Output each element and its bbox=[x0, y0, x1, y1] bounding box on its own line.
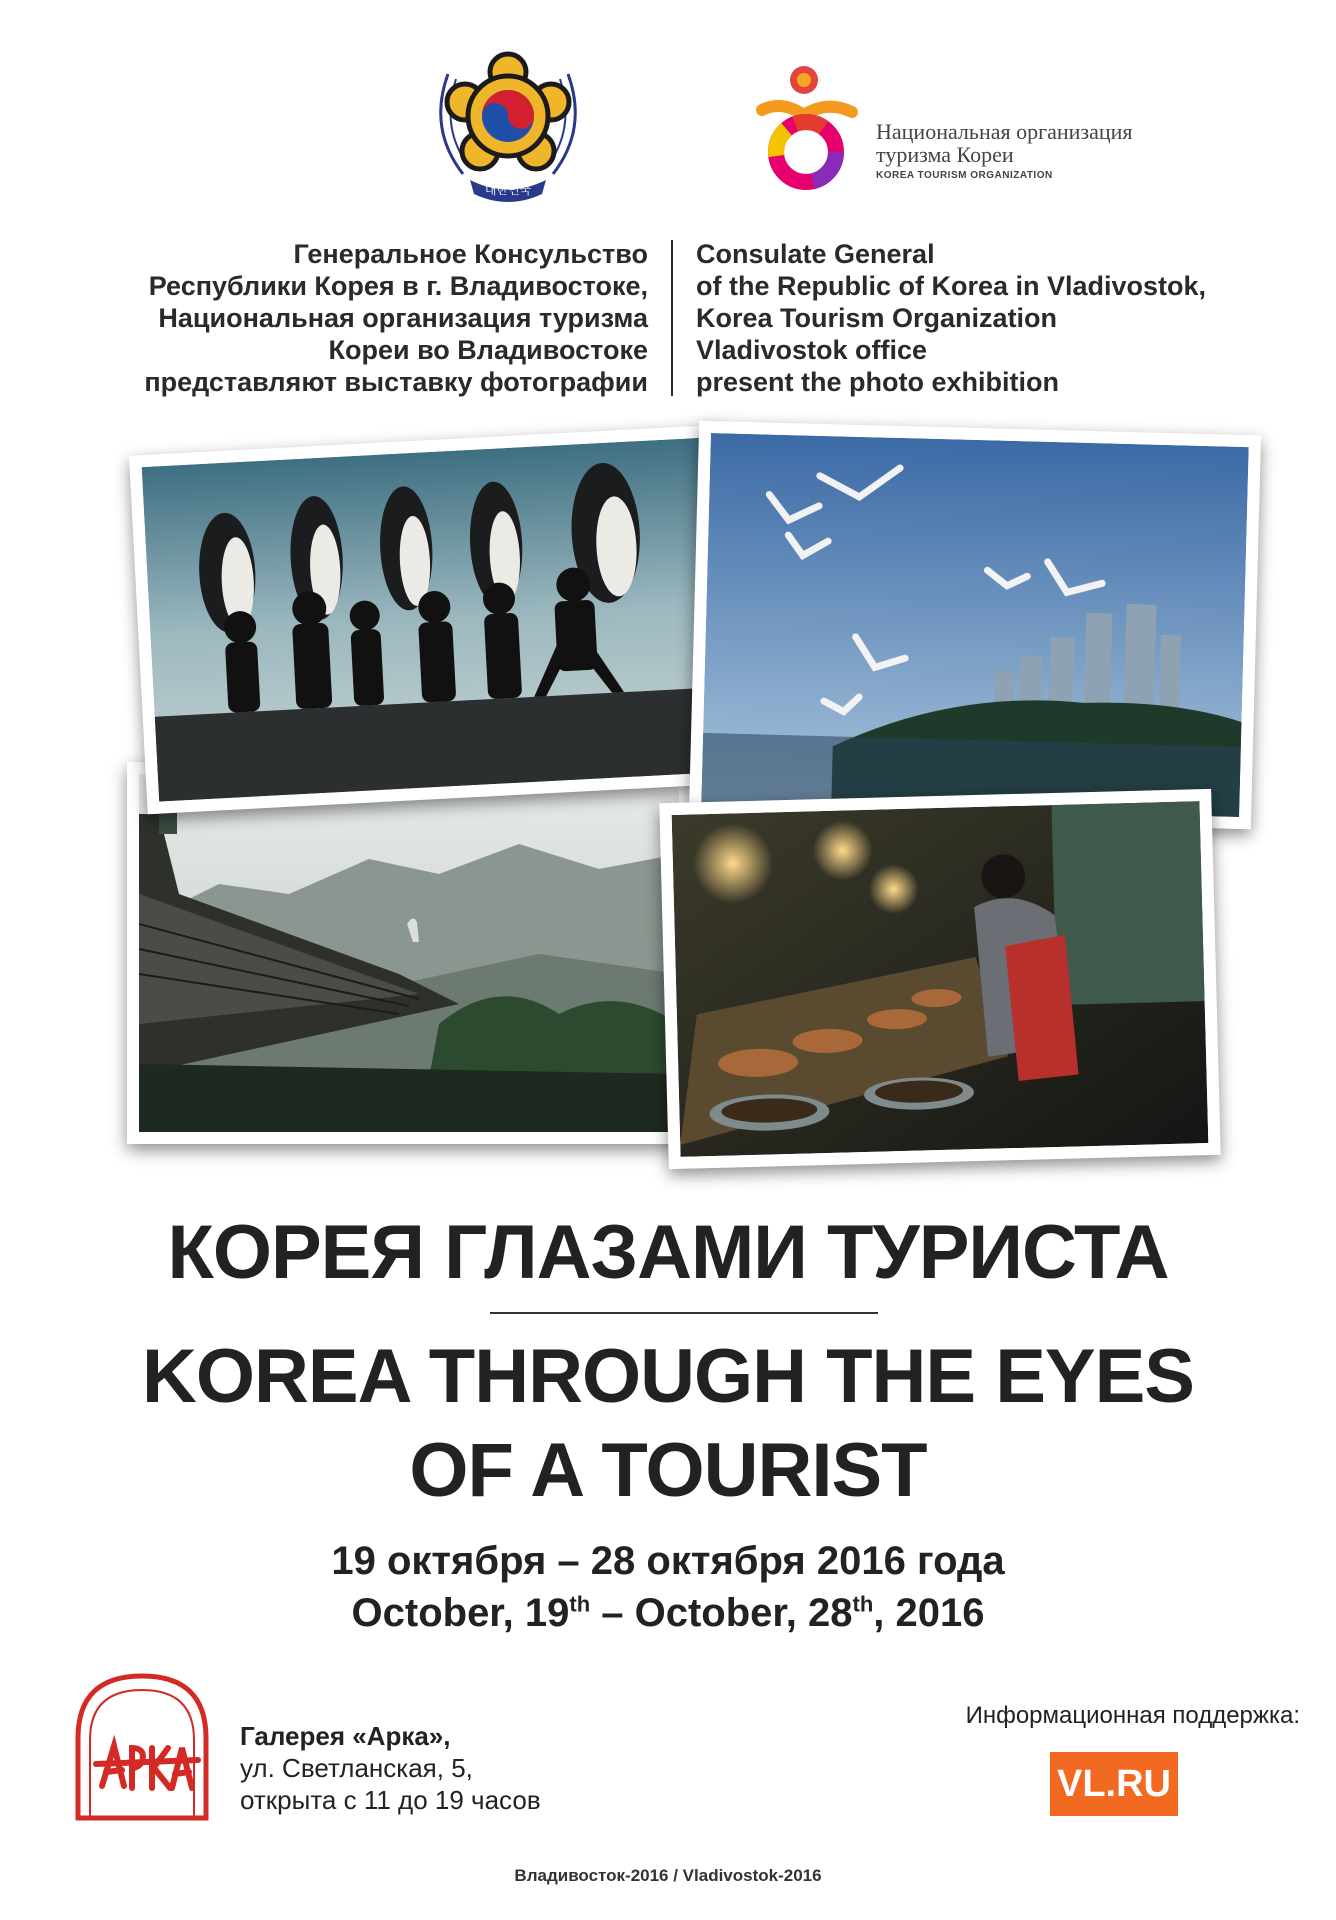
gallery-address: ул. Светланская, 5, bbox=[240, 1753, 473, 1783]
footer-city-year: Владивосток-2016 / Vladivostok-2016 bbox=[514, 1866, 822, 1885]
presenter-en-line: of the Republic of Korea in Vladivostok, bbox=[696, 271, 1207, 301]
gallery-name: Галерея «Арка», bbox=[240, 1721, 451, 1751]
presenter-en-line: Vladivostok office bbox=[696, 335, 928, 365]
presenter-ru-line: представляют выставку фотографии bbox=[144, 367, 648, 397]
dates-ru: 19 октября – 28 октября 2016 года bbox=[331, 1539, 1005, 1583]
dates-en-sup2: th bbox=[852, 1591, 874, 1617]
presenter-ru-line: Республики Корея в г. Владивостоке, bbox=[148, 271, 648, 301]
dates-en-part2: – October, 28 bbox=[590, 1591, 853, 1635]
dates-en-part3: , 2016 bbox=[873, 1591, 985, 1635]
presenter-ru-line: Кореи во Владивостоке bbox=[328, 335, 648, 365]
title-divider bbox=[490, 1312, 878, 1314]
presenters-divider bbox=[671, 240, 673, 396]
dates-en bbox=[0, 1588, 1336, 1638]
presenter-en-line: Korea Tourism Organization bbox=[696, 303, 1058, 333]
kto-name-ru-line1: Национальная организация bbox=[876, 119, 1133, 144]
photo-market-vendor bbox=[659, 789, 1220, 1169]
presenters-ru bbox=[88, 238, 648, 398]
info-support-label: Информационная поддержка: bbox=[965, 1702, 1300, 1729]
kto-name bbox=[876, 120, 1196, 181]
photo-seagulls-city bbox=[689, 421, 1261, 830]
exhibition-title-en-line1: KOREA THROUGH THE EYES bbox=[142, 1334, 1194, 1419]
presenter-en-line: Consulate General bbox=[696, 239, 935, 269]
presenter-en-line: present the photo exhibition bbox=[696, 367, 1059, 397]
emblem-label: 대한민국 bbox=[484, 183, 532, 197]
presenters-en bbox=[696, 238, 1256, 398]
exhibition-title-ru: КОРЕЯ ГЛАЗАМИ ТУРИСТА bbox=[167, 1210, 1169, 1295]
kto-logo-icon bbox=[752, 60, 862, 195]
exhibition-title-en bbox=[0, 1330, 1336, 1518]
gallery-info bbox=[240, 1720, 541, 1816]
korea-emblem-logo bbox=[418, 34, 598, 214]
kto-name-ru-line2: туризма Кореи bbox=[876, 142, 1014, 167]
photo-penguins bbox=[129, 425, 739, 814]
photo-temple-roof bbox=[127, 762, 691, 1144]
exhibition-title-en-line2: OF A TOURIST bbox=[409, 1428, 927, 1513]
dates-en-sup1: th bbox=[569, 1591, 591, 1617]
kto-name-en: KOREA TOURISM ORGANIZATION bbox=[876, 170, 1053, 181]
arka-gallery-logo bbox=[72, 1668, 212, 1822]
dates-en-part1: October, 19 bbox=[351, 1591, 570, 1635]
gallery-hours: открыта с 11 до 19 часов bbox=[240, 1785, 541, 1815]
presenter-ru-line: Генеральное Консульство bbox=[293, 239, 648, 269]
vlru-logo: VL.RU bbox=[1050, 1752, 1178, 1816]
presenter-ru-line: Национальная организация туризма bbox=[158, 303, 648, 333]
